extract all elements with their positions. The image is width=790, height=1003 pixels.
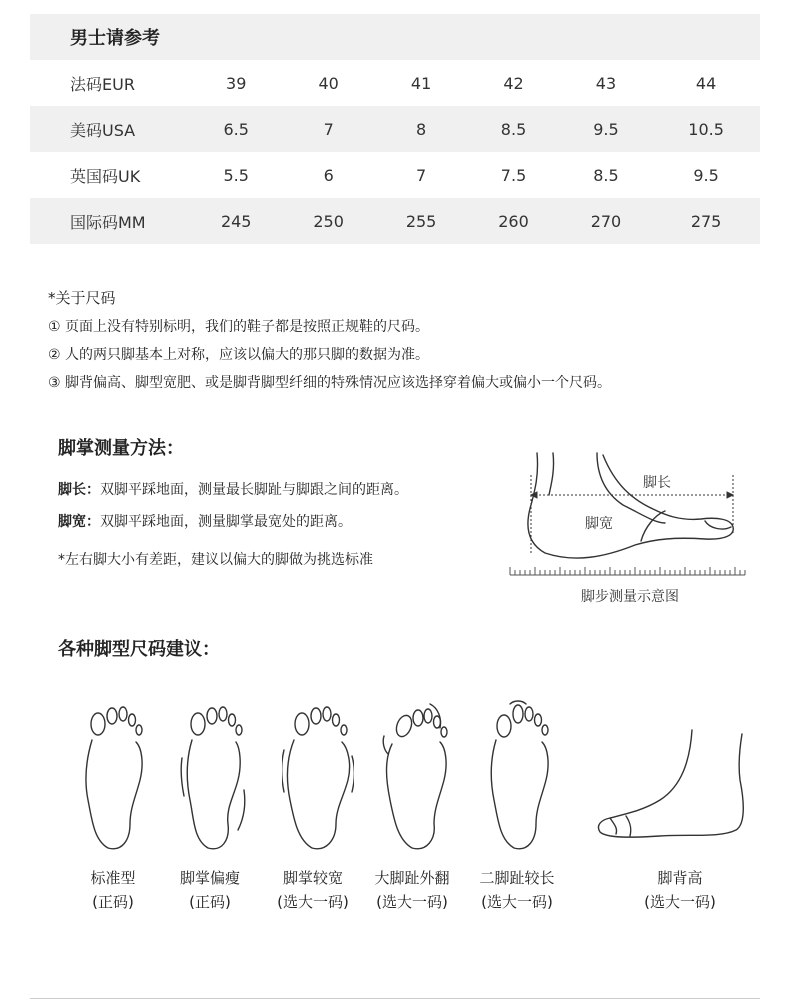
foot-type-thin — [155, 866, 265, 914]
foot-type-advice: (选大一码) — [277, 893, 349, 911]
foot-type-bunion — [357, 866, 467, 914]
measure-tip: *左右脚大小有差距，建议以偏大的脚做为挑选标准 — [58, 552, 373, 568]
foot-type-advice: (选大一码) — [644, 893, 716, 911]
foot-types-title: 各种脚型尺码建议： — [58, 639, 220, 660]
table-cell: 6.5 — [190, 106, 282, 152]
table-cell: 40 — [318, 73, 339, 93]
diagram-caption: 脚步测量示意图 — [581, 589, 679, 605]
row-label: 国际码MM — [30, 198, 190, 244]
table-row-mm — [30, 198, 760, 244]
foot-width-desc — [58, 511, 352, 531]
table-cell: 260 — [467, 198, 559, 244]
table-cell: 9.5 — [560, 106, 652, 152]
table-cell: 10.5 — [652, 106, 760, 152]
table-row-usa — [30, 106, 760, 152]
note-item-2: ② 人的两只脚基本上对称，应该以偏大的那只脚的数据为准。 — [48, 347, 429, 363]
foot-type-advice: (选大一码) — [481, 893, 553, 911]
foot-width-text: 双脚平踩地面，测量脚掌最宽处的距离。 — [100, 514, 352, 530]
foot-type-name: 大脚趾外翻 — [374, 869, 450, 887]
table-cell: 39 — [226, 73, 247, 93]
foot-type-high-instep — [625, 866, 735, 914]
width-label: 脚宽 — [585, 516, 613, 532]
foot-type-name: 标准型 — [90, 869, 136, 887]
table-cell: 5.5 — [223, 165, 249, 185]
table-row-eur — [30, 60, 760, 106]
table-cell: 44 — [695, 73, 717, 93]
row-label: 美码USA — [30, 106, 190, 152]
long-second-toe-foot-icon — [484, 700, 556, 855]
table-cell: 245 — [190, 198, 282, 244]
high-instep-foot-icon — [590, 720, 750, 850]
table-cell: 41 — [410, 73, 432, 93]
foot-type-name: 二脚趾较长 — [479, 869, 555, 887]
table-cell: 7 — [282, 106, 374, 152]
table-cell: 7.5 — [500, 165, 527, 185]
foot-length-text: 双脚平踩地面，测量最长脚趾与脚跟之间的距离。 — [100, 482, 408, 498]
bottom-divider — [30, 998, 760, 999]
length-measure-line — [531, 475, 733, 555]
foot-type-name: 脚背高 — [657, 869, 703, 887]
row-label: 英国码UK — [70, 166, 141, 186]
table-cell: 255 — [375, 198, 467, 244]
table-title: 男士请参考 — [30, 14, 760, 60]
foot-length-desc — [58, 479, 408, 499]
foot-type-advice: (选大一码) — [376, 893, 448, 911]
ruler — [510, 567, 745, 575]
table-row-uk — [30, 152, 760, 198]
table-cell: 250 — [282, 198, 374, 244]
table-cell: 43 — [595, 73, 617, 93]
note-item-1: ① 页面上没有特别标明，我们的鞋子都是按照正规鞋的尺码。 — [48, 319, 429, 335]
foot-type-name: 脚掌较宽 — [282, 869, 343, 887]
thin-foot-icon — [178, 700, 248, 855]
side-foot-icon — [528, 453, 733, 558]
foot-type-long-second-toe — [462, 866, 572, 914]
wide-foot-icon — [282, 700, 354, 855]
table-cell: 270 — [560, 198, 652, 244]
foot-type-wide — [258, 866, 368, 914]
table-cell: 8.5 — [593, 165, 619, 185]
table-header-row — [30, 14, 760, 60]
table-cell: 7 — [416, 165, 427, 185]
table-cell: 42 — [503, 73, 524, 93]
foot-measure-diagram — [505, 445, 755, 585]
note-item-3: ③ 脚背偏高、脚型宽肥、或是脚背脚型纤细的特殊情况应该选择穿着偏大或偏小一个尺码。 — [48, 375, 611, 391]
foot-type-name: 脚掌偏瘦 — [179, 869, 240, 887]
table-cell: 8 — [375, 106, 467, 152]
foot-length-term: 脚长： — [58, 482, 100, 498]
table-cell: 275 — [652, 198, 760, 244]
table-cell: 9.5 — [693, 165, 719, 185]
length-label: 脚长 — [643, 475, 671, 491]
table-cell: 8.5 — [467, 106, 559, 152]
bunion-foot-icon — [382, 700, 454, 855]
measure-title: 脚掌测量方法： — [58, 438, 184, 459]
standard-foot-icon — [78, 700, 148, 855]
foot-type-advice: (正码) — [189, 893, 231, 911]
row-label: 法码EUR — [70, 74, 135, 94]
table-cell: 6 — [323, 165, 334, 185]
foot-width-term: 脚宽： — [58, 514, 100, 530]
foot-type-advice: (正码) — [92, 893, 134, 911]
notes-title: *关于尺码 — [48, 289, 116, 307]
size-table — [30, 14, 760, 244]
foot-type-standard — [58, 866, 168, 914]
